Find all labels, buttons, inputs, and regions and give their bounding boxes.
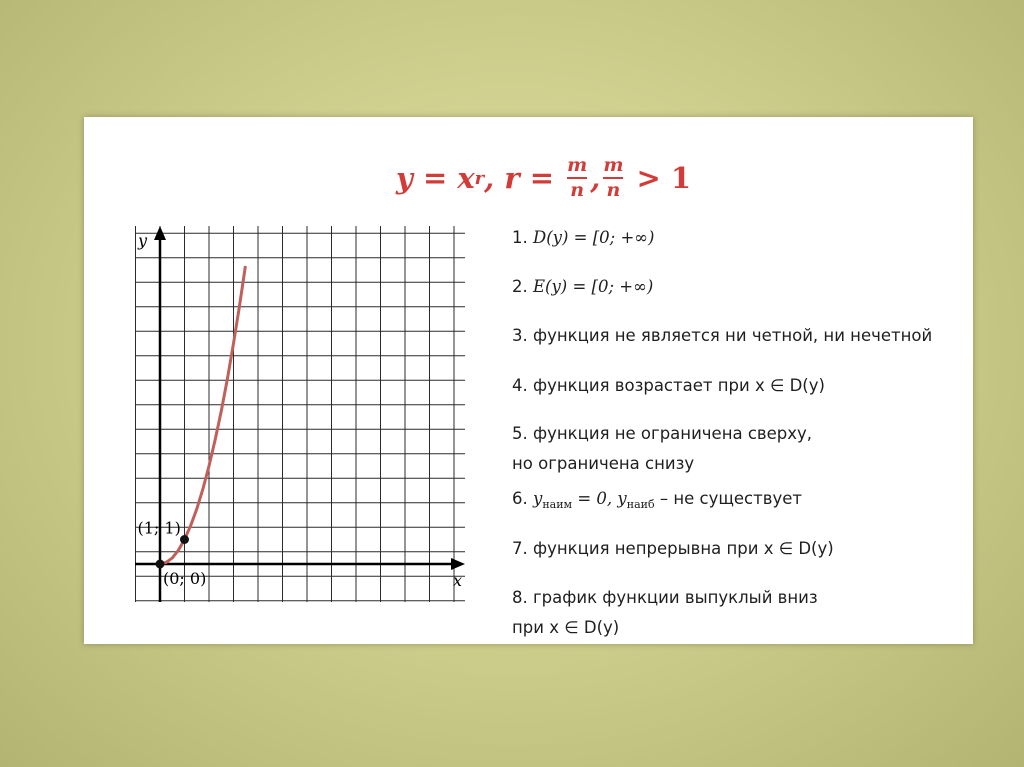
grid [135, 226, 465, 602]
property-text: функция не является ни четной, ни нечетной [533, 326, 933, 345]
formula-r-eq: , r = [484, 161, 565, 195]
formula-fraction-2 [603, 156, 623, 200]
property-6: 6. $y_{наим} = 0$, $y_{наиб}$ – не существует [512, 489, 802, 511]
property-text: функция возрастает при x ∈ D(y) [533, 376, 825, 395]
property-text: D(y) = [0; +∞) [533, 228, 655, 247]
point-origin-label: (0; 0) [163, 569, 207, 588]
property-8: 8. график функции выпуклый вниз [512, 588, 818, 607]
property-4: 4. функция возрастает при x ∈ D(y) [512, 376, 825, 395]
property-5-continued [512, 449, 694, 479]
property-text: функция непрерывна при x ∈ D(y) [533, 539, 834, 558]
slide [84, 117, 973, 644]
property-3: 3. функция не является ни четной, ни нечетной [512, 326, 933, 345]
property-7: 7. функция непрерывна при x ∈ D(y) [512, 539, 834, 558]
property-8-continued [512, 613, 619, 643]
property-5: 5. функция не ограничена сверху, [512, 424, 813, 443]
property-text: при x ∈ D(y) [512, 618, 620, 637]
property-text: функция не ограничена сверху, [533, 424, 813, 443]
x-axis-label: x [453, 571, 463, 590]
fraction-numerator: m [603, 154, 624, 176]
function-graph [129, 220, 474, 610]
point-one-one-label: (1; 1) [137, 518, 181, 538]
formula-gt: > 1 [626, 161, 692, 195]
fraction-denominator: n [570, 179, 585, 201]
formula-lhs: y = x [396, 161, 475, 195]
fraction-denominator: n [606, 179, 621, 201]
property-2: 2. E(y) = [0; +∞) [512, 277, 654, 296]
point-origin [156, 560, 165, 569]
fraction-numerator: m [567, 154, 588, 176]
formula-comma: , [590, 161, 601, 195]
property-text: но ограничена снизу [512, 454, 695, 473]
formula-fraction-1 [567, 156, 587, 200]
point-one-one [180, 535, 189, 544]
formula-title [396, 147, 691, 209]
y-axis-label: y [138, 231, 148, 250]
property-1: 1. D(y) = [0; +∞) [512, 228, 655, 247]
property-text: E(y) = [0; +∞) [533, 277, 654, 296]
formula-exponent: r [474, 167, 485, 189]
x-axis-arrow [451, 558, 465, 570]
property-text: график функции выпуклый вниз [533, 588, 818, 607]
